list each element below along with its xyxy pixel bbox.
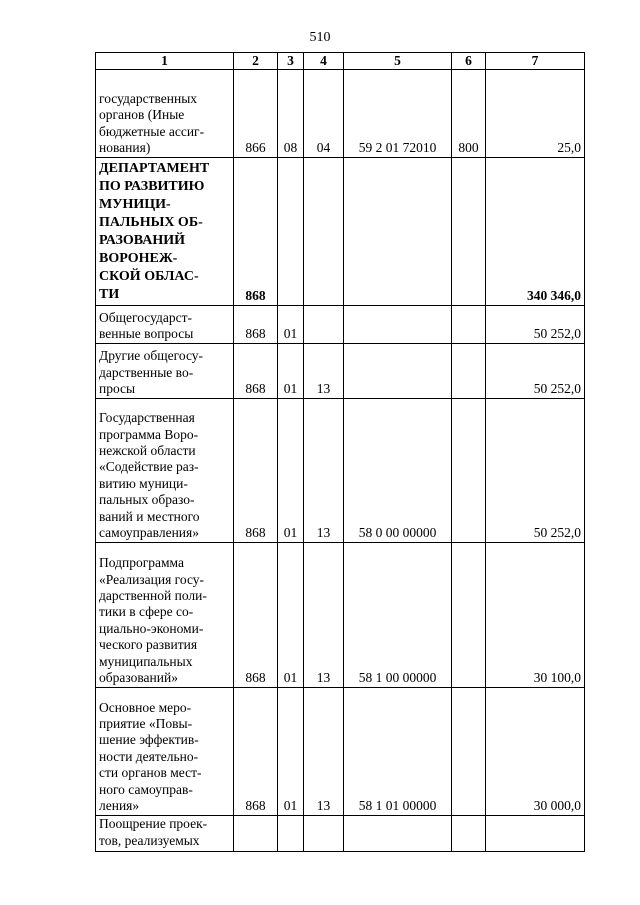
table-row xyxy=(96,158,585,306)
row-code-section: 01 xyxy=(278,399,304,543)
row-code-target: 58 1 01 00000 xyxy=(344,688,452,816)
row-code-target xyxy=(344,816,452,852)
row-amount: 340 346,0 xyxy=(486,158,585,306)
row-code-section: 01 xyxy=(278,543,304,688)
row-code-target: 59 2 01 72010 xyxy=(344,70,452,158)
col-header-5: 5 xyxy=(344,53,452,70)
row-name: Общегосударст- венные вопросы xyxy=(96,306,234,344)
row-code-subsection: 13 xyxy=(304,543,344,688)
row-code-section: 01 xyxy=(278,688,304,816)
row-code-ministry: 868 xyxy=(234,158,278,306)
row-code-ministry: 866 xyxy=(234,70,278,158)
row-amount: 50 252,0 xyxy=(486,306,585,344)
row-code-expense-type xyxy=(452,158,486,306)
row-code-expense-type xyxy=(452,688,486,816)
row-code-ministry: 868 xyxy=(234,399,278,543)
row-code-expense-type xyxy=(452,543,486,688)
row-code-ministry: 868 xyxy=(234,306,278,344)
row-code-target: 58 1 00 00000 xyxy=(344,543,452,688)
header-row xyxy=(96,53,585,70)
col-header-3: 3 xyxy=(278,53,304,70)
table-row xyxy=(96,688,585,816)
row-code-subsection: 13 xyxy=(304,344,344,399)
row-code-section: 01 xyxy=(278,306,304,344)
row-amount: 50 252,0 xyxy=(486,399,585,543)
row-name: государственных органов (Иные бюджетные ассиг- нования) xyxy=(96,70,234,158)
row-code-target xyxy=(344,158,452,306)
row-code-section xyxy=(278,158,304,306)
row-code-section: 01 xyxy=(278,344,304,399)
row-code-expense-type: 800 xyxy=(452,70,486,158)
row-name: ДЕПАРТАМЕНТ ПО РАЗВИТИЮ МУНИЦИ- ПАЛЬНЫХ ОБ- РАЗОВАНИЙ ВОРОНЕЖ- СКОЙ ОБЛАС- ТИ xyxy=(96,158,234,306)
row-code-ministry: 868 xyxy=(234,543,278,688)
row-code-subsection xyxy=(304,816,344,852)
row-amount: 50 252,0 xyxy=(486,344,585,399)
table-row xyxy=(96,344,585,399)
row-code-section: 08 xyxy=(278,70,304,158)
table-row xyxy=(96,543,585,688)
row-name: Подпрограмма «Реализация госу- дарственной поли- тики в сфере со- циально-экономи- ческого развития муниципальных образований» xyxy=(96,543,234,688)
col-header-4: 4 xyxy=(304,53,344,70)
budget-table xyxy=(95,52,585,852)
row-name: Государственная программа Воро- нежской области «Содействие раз- витию муници- пальных образо- ваний и местного самоуправления» xyxy=(96,399,234,543)
row-name: Основное меро- приятие «Повы- шение эффектив- ности деятельно- сти органов мест- ного самоуправ- ления» xyxy=(96,688,234,816)
table-row xyxy=(96,816,585,852)
row-code-ministry: 868 xyxy=(234,688,278,816)
row-code-subsection xyxy=(304,158,344,306)
row-code-subsection: 13 xyxy=(304,688,344,816)
row-name: Поощрение проек- тов, реализуемых xyxy=(96,816,234,852)
col-header-7: 7 xyxy=(486,53,585,70)
row-code-expense-type xyxy=(452,399,486,543)
page-number: 510 xyxy=(309,30,331,45)
col-header-1: 1 xyxy=(96,53,234,70)
row-code-section xyxy=(278,816,304,852)
row-code-expense-type xyxy=(452,816,486,852)
row-amount: 30 000,0 xyxy=(486,688,585,816)
row-amount: 30 100,0 xyxy=(486,543,585,688)
row-code-target: 58 0 00 00000 xyxy=(344,399,452,543)
col-header-6: 6 xyxy=(452,53,486,70)
row-code-subsection: 13 xyxy=(304,399,344,543)
row-code-ministry xyxy=(234,816,278,852)
row-name: Другие общегосу- дарственные во- просы xyxy=(96,344,234,399)
row-code-subsection xyxy=(304,306,344,344)
row-amount xyxy=(486,816,585,852)
row-code-ministry: 868 xyxy=(234,344,278,399)
row-code-expense-type xyxy=(452,306,486,344)
row-code-target xyxy=(344,306,452,344)
row-code-expense-type xyxy=(452,344,486,399)
table-row xyxy=(96,70,585,158)
row-code-subsection: 04 xyxy=(304,70,344,158)
table-row xyxy=(96,306,585,344)
row-code-target xyxy=(344,344,452,399)
col-header-2: 2 xyxy=(234,53,278,70)
table-row xyxy=(96,399,585,543)
row-amount: 25,0 xyxy=(486,70,585,158)
